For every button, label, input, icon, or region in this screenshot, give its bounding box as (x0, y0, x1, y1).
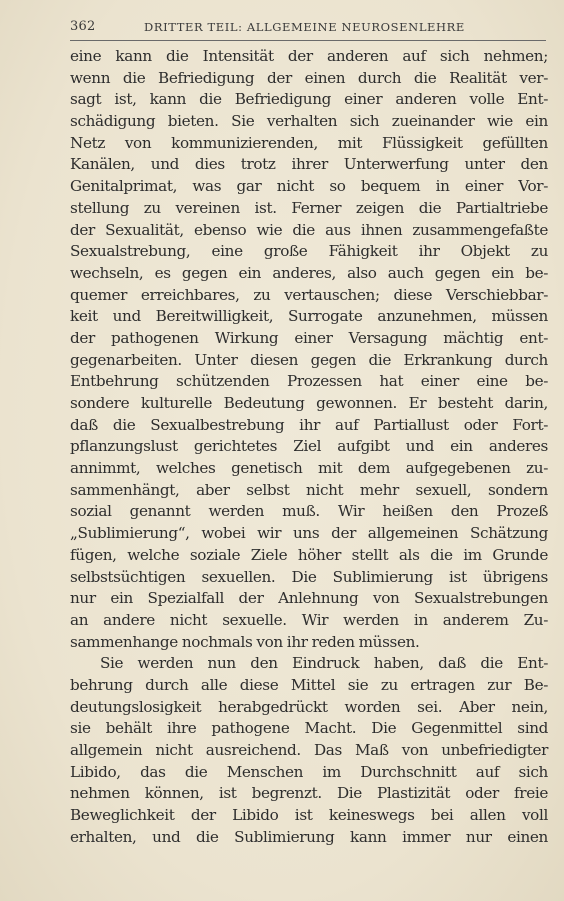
running-head: DRITTER TEIL: ALLGEMEINE NEUROSENLEHRE (144, 20, 465, 34)
text-line: der pathogenen Wirkung einer Versagung mächtig ent- (70, 328, 548, 347)
text-line: Beweglichkeit der Libido ist keineswegs bei allen voll (70, 806, 548, 825)
text-line: keit und Bereitwilligkeit, Surrogate anzunehmen, müssen (70, 307, 548, 326)
text-line: wechseln, es gegen ein anderes, also auch gegen ein be- (70, 263, 548, 282)
paragraph-first-line: Sie werden nun den Eindruck haben, daß die Ent- (100, 654, 548, 673)
text-line: quemer erreichbares, zu vertauschen; diese Verschiebbar- (70, 285, 548, 304)
text-line: Libido, das die Menschen im Durchschnitt auf sich (70, 762, 548, 781)
text-line: fügen, welche soziale Ziele höher stellt als die im Grunde (70, 545, 548, 564)
header-rule (70, 40, 546, 41)
text-line: Kanälen, und dies trotz ihrer Unterwerfung unter den (70, 155, 548, 174)
page-header (70, 14, 546, 36)
paragraph-last-line: sammenhange nochmals von ihr reden müssen. (70, 632, 420, 651)
text-line: erhalten, und die Sublimierung kann immer nur einen (70, 827, 548, 846)
text-line: gegenarbeiten. Unter diesen gegen die Erkrankung durch (70, 350, 548, 369)
text-line: annimmt, welches genetisch mit dem aufgegebenen zu- (70, 459, 548, 478)
text-line: wenn die Befriedigung der einen durch die Realität ver- (70, 68, 548, 87)
text-line: sondere kulturelle Bedeutung gewonnen. Er besteht darin, (70, 394, 548, 412)
text-line: Genitalprimat, was gar nicht so bequem in einer Vor- (70, 177, 548, 196)
text-line: pflanzungslust gerichtetes Ziel aufgibt und ein anderes (70, 437, 548, 456)
text-line: eine kann die Intensität der anderen auf sich nehmen; (70, 47, 548, 65)
text-line: Netz von kommunizierenden, mit Flüssigkeit gefüllten (70, 133, 548, 152)
text-line: allgemein nicht ausreichend. Das Maß von unbefriedigter (70, 741, 548, 759)
text-line: daß die Sexualbestrebung ihr auf Partiallust oder Fort- (70, 415, 548, 434)
text-line: deutungslosigkeit herabgedrückt worden sei. Aber nein, (70, 697, 548, 716)
text-line: behrung durch alle diese Mittel sie zu ertragen zur Be- (70, 675, 548, 694)
text-line: schädigung bieten. Sie verhalten sich zueinander wie ein (70, 112, 548, 131)
text-line: nehmen können, ist begrenzt. Die Plastizität oder freie (70, 784, 548, 803)
text-line: sammenhängt, aber selbst nicht mehr sexuell, sondern (70, 480, 548, 499)
body-text (70, 46, 548, 848)
text-line: an andere nicht sexuelle. Wir werden in anderem Zu- (70, 610, 548, 629)
text-line: sozial genannt werden muß. Wir heißen den Prozeß (70, 502, 548, 521)
page-number: 362 (70, 19, 96, 34)
text-line: selbstsüchtigen sexuellen. Die Sublimierung ist übrigens (70, 567, 548, 586)
text-line: sie behält ihre pathogene Macht. Die Gegenmittel sind (70, 719, 548, 738)
text-line: Entbehrung schützenden Prozessen hat einer eine be- (70, 372, 548, 391)
text-line: nur ein Spezialfall der Anlehnung von Sexualstrebungen (70, 589, 548, 608)
text-line: „Sublimierung“, wobei wir uns der allgemeinen Schätzung (70, 524, 548, 543)
text-line: stellung zu vereinen ist. Ferner zeigen die Partialtriebe (70, 198, 548, 217)
text-line: Sexualstrebung, eine große Fähigkeit ihr Objekt zu (70, 242, 548, 261)
text-line: der Sexualität, ebenso wie die aus ihnen zusammengefaßte (70, 220, 548, 239)
text-line: sagt ist, kann die Befriedigung einer anderen volle Ent- (70, 90, 548, 109)
